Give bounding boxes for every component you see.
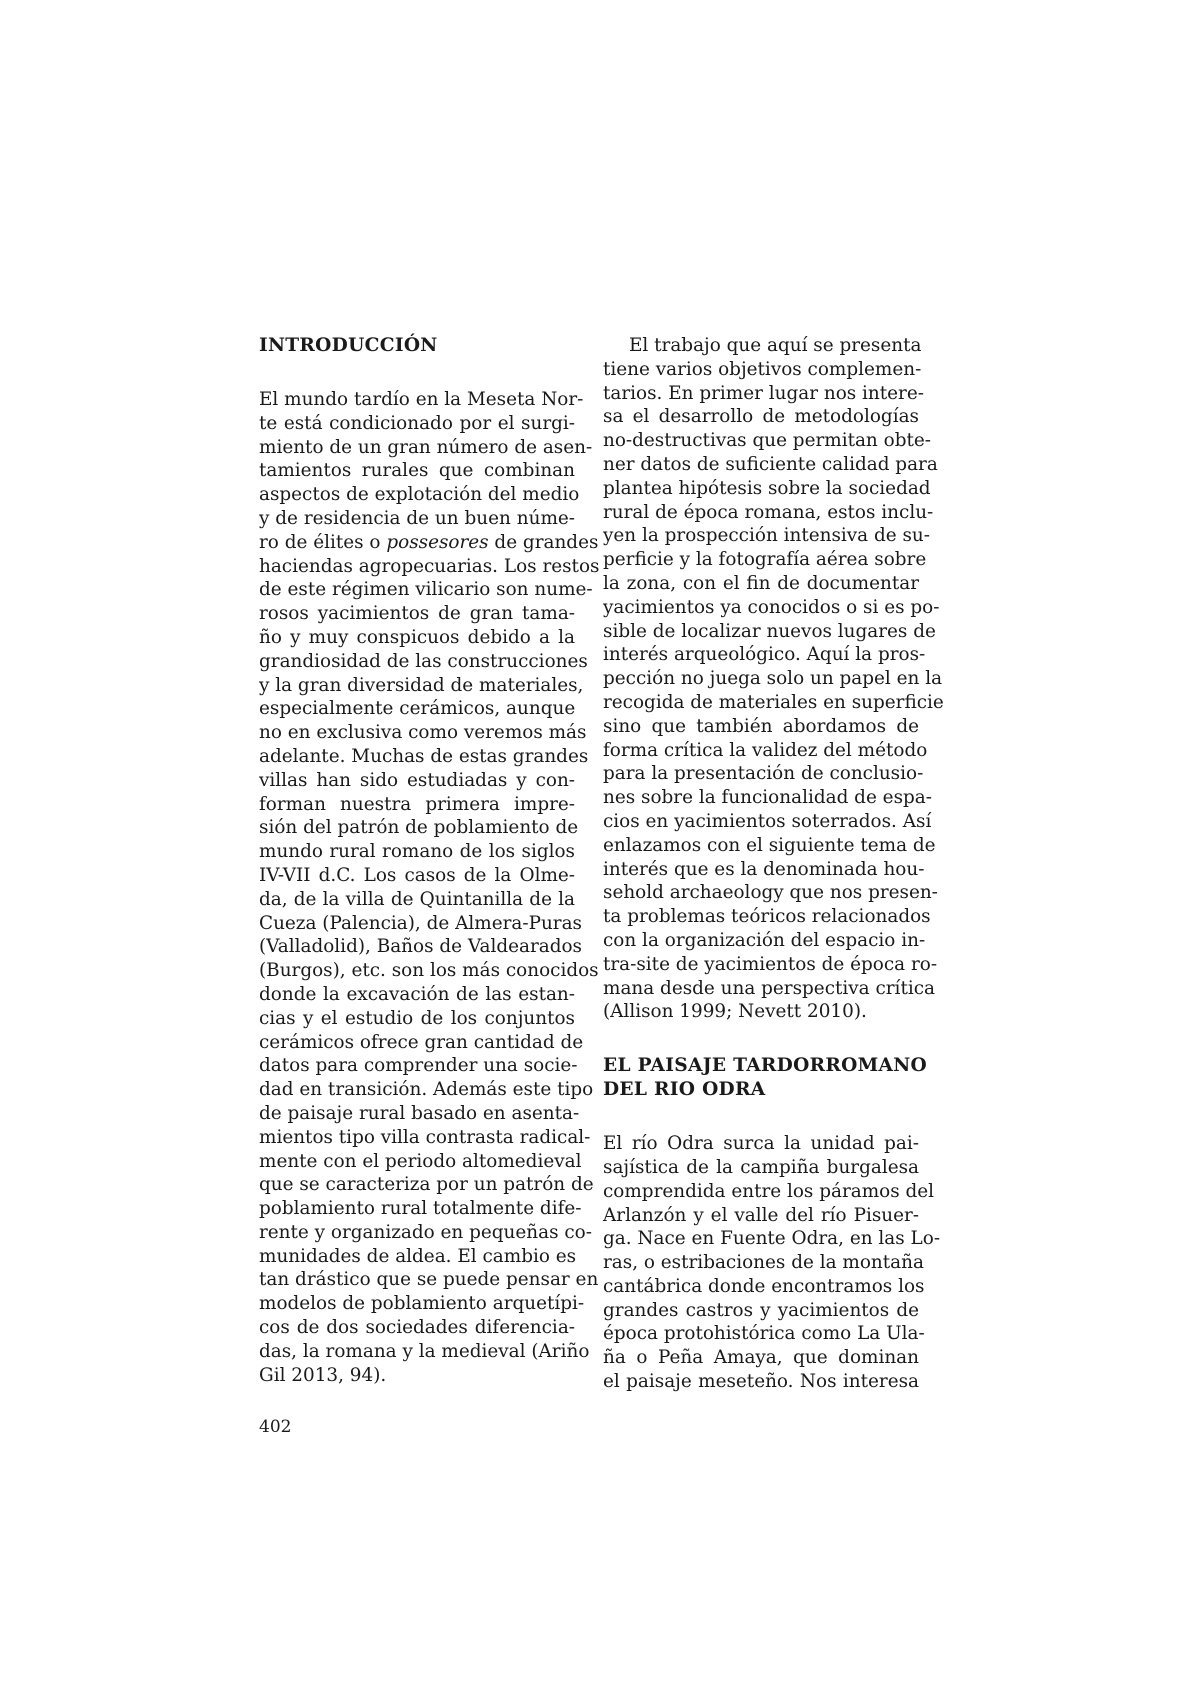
text-line: aspectos de explotación del medio: [259, 484, 580, 506]
italic-term: possesores: [386, 531, 489, 553]
text-line: cios en yacimientos soterrados. Así: [603, 810, 932, 832]
text-line: donde la excavación de las estan-: [259, 983, 575, 1005]
text-line: ña o Peña Amaya, que dominan: [603, 1347, 919, 1369]
text-line: ga. Nace en Fuente Odra, en las Lo-: [603, 1228, 941, 1250]
text-line: ro de élites o possesores de grandes: [259, 531, 599, 553]
text-line: no-destructivas que permitan obte-: [603, 430, 931, 452]
text-line: el paisaje meseteño. Nos interesa: [603, 1371, 919, 1393]
text-line: tan drástico que se puede pensar en: [259, 1269, 599, 1291]
text-line: ta problemas teóricos relacionados: [603, 906, 931, 928]
text-line: sehold archaeology que nos presen-: [603, 882, 938, 904]
text-line: da, de la villa de Quintanilla de la: [259, 888, 575, 910]
text-line: sajística de la campiña burgalesa: [603, 1156, 919, 1178]
text-line: para la presentación de conclusio-: [603, 763, 924, 785]
text-line: forman nuestra primera impre-: [259, 793, 575, 815]
text-line: especialmente cerámicos, aunque: [259, 698, 576, 720]
text-line: perficie y la fotografía aérea sobre: [603, 549, 927, 571]
text-line: IV-VII d.C. Los casos de la Olme-: [259, 864, 575, 886]
section-heading-line-1: EL PAISAJE TARDORROMANO: [603, 1055, 927, 1077]
text-line: interés arqueológico. Aquí la pros-: [603, 644, 926, 666]
text-line: rural de época romana, estos inclu-: [603, 501, 934, 523]
text-line: interés que es la denominada hou-: [603, 858, 925, 880]
text-line: época protohistórica como La Ula-: [603, 1323, 925, 1345]
text-line: ño y muy conspicuos debido a la: [259, 626, 575, 648]
text-line: miento de un gran número de asen-: [259, 436, 593, 458]
text-line: ras, o estribaciones de la montaña: [603, 1252, 924, 1274]
text-line: cias y el estudio de los conjuntos: [259, 1007, 575, 1029]
text-line: rente y organizado en pequeñas co-: [259, 1221, 592, 1243]
text-line: sino que también abordamos de: [603, 715, 919, 737]
text-line: Cueza (Palencia), de Almera-Puras: [259, 912, 582, 934]
text-line: El río Odra surca la unidad pai-: [603, 1133, 919, 1155]
text-line: la zona, con el fin de documentar: [603, 572, 919, 594]
text-line: tarios. En primer lugar nos intere-: [603, 382, 924, 404]
text-line: pección no juega solo un papel en la: [603, 668, 943, 690]
odra-paragraph: [603, 1132, 941, 1394]
intro-paragraph: [259, 388, 600, 1387]
text-line: comprendida entre los páramos del: [603, 1180, 935, 1202]
text-line: tiene varios objetivos complemen-: [603, 358, 922, 380]
text-line: ner datos de suficiente calidad para: [603, 453, 938, 475]
text-line: El mundo tardío en la Meseta Nor-: [259, 389, 584, 410]
text-line: de este régimen vilicario son nume-: [259, 579, 593, 601]
objectives-paragraph: [603, 334, 944, 1024]
text-line: cerámicos ofrece gran cantidad de: [259, 1031, 584, 1053]
page-number: 402: [259, 1417, 292, 1437]
text-line: Gil 2013, 94).: [259, 1364, 387, 1386]
text-line: (Allison 1999; Nevett 2010).: [603, 1001, 867, 1023]
text-line: mente con el periodo altomedieval: [259, 1150, 582, 1172]
text-line: El trabajo que aquí se presenta: [629, 335, 922, 356]
text-line: (Valladolid), Baños de Valdearados: [259, 936, 582, 958]
text-line: mientos tipo villa contrasta radical-: [259, 1126, 591, 1148]
text-line: rosos yacimientos de gran tama-: [259, 603, 575, 625]
text-line: munidades de aldea. El cambio es: [259, 1245, 577, 1267]
text-line: nes sobre la funcionalidad de espa-: [603, 787, 932, 809]
text-line: tamientos rurales que combinan: [259, 460, 575, 482]
text-line: sa el desarrollo de metodologías: [603, 406, 919, 428]
text-line: y de residencia de un buen núme-: [259, 507, 575, 529]
text-line: dad en transición. Además este tipo: [259, 1079, 594, 1101]
text-line: que se caracteriza por un patrón de: [259, 1174, 594, 1196]
text-line: yen la prospección intensiva de su-: [603, 525, 930, 547]
text-line: forma crítica la validez del método: [603, 739, 928, 761]
text-line: cos de dos sociedades diferencia-: [259, 1317, 575, 1339]
section-heading-line-2: DEL RIO ODRA: [603, 1079, 766, 1101]
text-line: con la organización del espacio in-: [603, 929, 926, 951]
text-line: modelos de poblamiento arquetípi-: [259, 1293, 585, 1315]
text-line: no en exclusiva como veremos más: [259, 722, 587, 744]
text-line: enlazamos con el siguiente tema de: [603, 834, 936, 856]
text-line: haciendas agropecuarias. Los restos: [259, 555, 600, 577]
text-line: (Burgos), etc. son los más conocidos: [259, 960, 599, 982]
text-line: yacimientos ya conocidos o si es po-: [603, 596, 940, 618]
text-line: das, la romana y la medieval (Ariño: [259, 1340, 590, 1362]
text-line: y la gran diversidad de materiales,: [259, 674, 584, 696]
section-heading-paisaje: [603, 1054, 927, 1102]
right-column: [603, 334, 944, 1394]
text-line: plantea hipótesis sobre la sociedad: [603, 477, 931, 499]
text-line: de paisaje rural basado en asenta-: [259, 1102, 580, 1124]
text-line: grandiosidad de las construcciones: [259, 650, 588, 672]
text-line: villas han sido estudiadas y con-: [259, 769, 575, 791]
text-line: tra-site de yacimientos de época ro-: [603, 953, 938, 975]
text-line: te está condicionado por el surgi-: [259, 412, 575, 434]
text-line: recogida de materiales en superficie: [603, 691, 944, 713]
left-column: [259, 334, 600, 1387]
text-line: mundo rural romano de los siglos: [259, 841, 575, 863]
text-line: mana desde una perspectiva crítica: [603, 977, 935, 999]
text-line: datos para comprender una socie-: [259, 1055, 578, 1077]
text-line: poblamiento rural totalmente dife-: [259, 1198, 582, 1220]
text-line: grandes castros y yacimientos de: [603, 1299, 919, 1321]
text-line: sible de localizar nuevos lugares de: [603, 620, 936, 642]
section-heading-introduccion: INTRODUCCIÓN: [259, 335, 438, 356]
text-line: Arlanzón y el valle del río Pisuer-: [603, 1204, 919, 1226]
text-line: cantábrica donde encontramos los: [603, 1275, 925, 1297]
text-line: adelante. Muchas de estas grandes: [259, 745, 589, 767]
text-line: sión del patrón de poblamiento de: [259, 817, 579, 839]
